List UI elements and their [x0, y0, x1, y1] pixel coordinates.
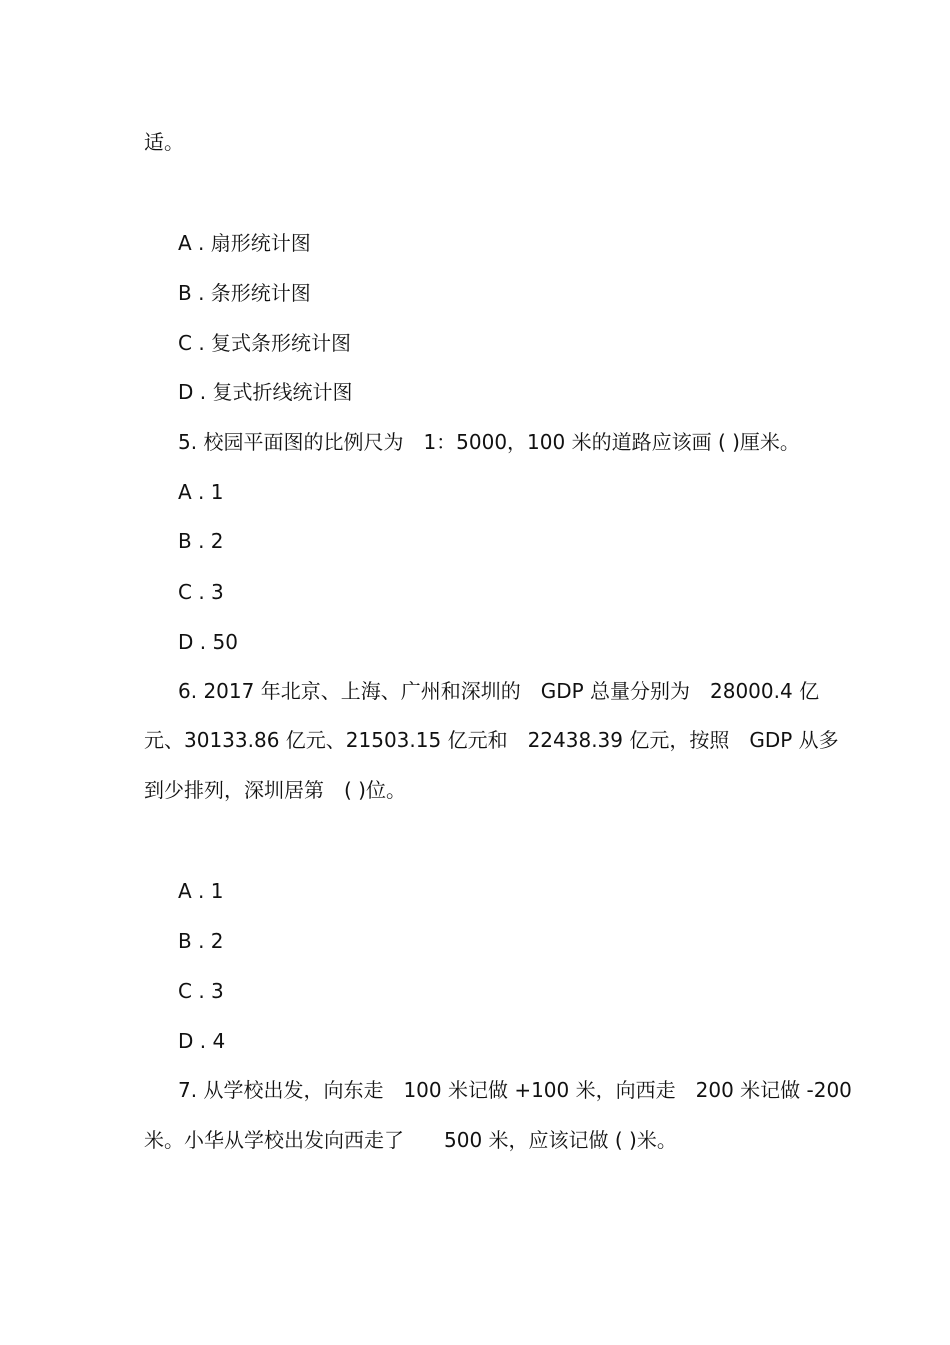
q5-option-b: B . 2	[178, 529, 224, 553]
q6-stem-line-2: 元、30133.86 亿元、21503.15 亿元和 22438.39 亿元，按照 GDP 从多	[144, 728, 839, 752]
q5-option-c: C . 3	[178, 580, 224, 604]
q4-option-b: B . 条形统计图	[178, 281, 311, 305]
q4-option-d: D . 复式折线统计图	[178, 380, 353, 404]
q7-stem-line-1: 7. 从学校出发，向东走 100 米记做 +100 米，向西走 200 米记做 -200	[178, 1078, 852, 1102]
q6-stem-line-3: 到少排列，深圳居第 ( )位。	[144, 778, 406, 802]
q5-option-a: A . 1	[178, 480, 224, 504]
q6-option-a: A . 1	[178, 879, 224, 903]
q4-option-a: A . 扇形统计图	[178, 231, 311, 255]
q6-option-b: B . 2	[178, 929, 224, 953]
continuation-text: 适。	[144, 130, 184, 154]
q5-option-d: D . 50	[178, 630, 238, 654]
q5-stem: 5. 校园平面图的比例尺为 1：5000，100 米的道路应该画 ( )厘米。	[178, 430, 800, 454]
q4-option-c: C . 复式条形统计图	[178, 331, 352, 355]
q6-stem-line-1: 6. 2017 年北京、上海、广州和深圳的 GDP 总量分别为 28000.4 亿	[178, 679, 820, 703]
q7-stem-line-2: 米。小华从学校出发向西走了 500 米，应该记做 ( )米。	[144, 1128, 677, 1152]
q6-option-c: C . 3	[178, 979, 224, 1003]
q6-option-d: D . 4	[178, 1029, 226, 1053]
